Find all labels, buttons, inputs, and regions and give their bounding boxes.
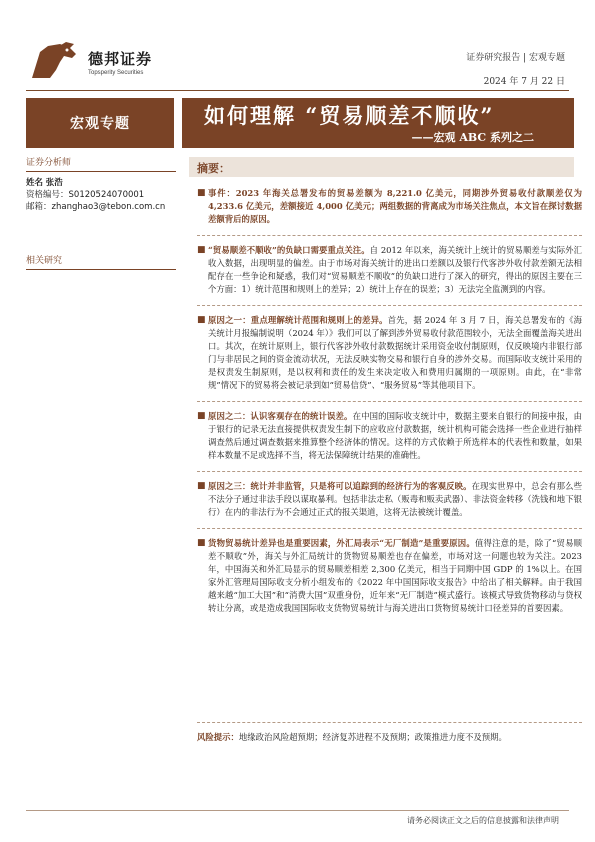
bullet-icon: ■ bbox=[197, 411, 206, 421]
bullet-icon: ■ bbox=[197, 538, 206, 548]
report-subtitle: ——宏观 ABC 系列之二 bbox=[411, 131, 534, 144]
brand-name-en: Topsperity Securities bbox=[88, 70, 144, 76]
summary-bullet bbox=[197, 471, 582, 519]
report-title: 如何理解 “贸易顺差不顺收” bbox=[204, 103, 495, 128]
summary-bullet bbox=[197, 235, 582, 296]
bullet-lead: 原因之三：统计并非监管，只是将可以追踪到的经济行为的客观反映。 bbox=[208, 481, 472, 491]
section-label: 宏观专题 bbox=[70, 116, 130, 132]
analyst-heading: 证券分析师 bbox=[26, 155, 176, 172]
report-type: 证券研究报告 | 宏观专题 bbox=[466, 53, 565, 63]
report-date: 2024 年 7 月 22 日 bbox=[483, 77, 565, 87]
header-divider bbox=[26, 90, 569, 91]
analyst-cert-label: 资格编号： bbox=[26, 190, 69, 200]
analyst-cert-line bbox=[26, 189, 176, 201]
bullet-body: 在中国的国际收支统计中，数据主要来自银行的间接申报，由于银行的记录无法直接提供权责发生制下的应收应付款数据，统计机构可能会选择一些企业进行抽样调查然后通过调查数据来推算整个经济体的情况。这样的方式依赖于所选样本的代表性和数量，如果样本数量不足或选择不当，将无法保障统计结果的准确性。 bbox=[208, 411, 583, 460]
bullet-body: 在现实世界中，总会有那么些不法分子通过非法手段以谋取暴利。包括非法走私（贩毒和贩卖武器）、非法资金转移（洗钱和地下银行）在内的非法行为不会通过正式的报关渠道，这将无法被统计覆盖。 bbox=[208, 481, 583, 517]
summary-bullet bbox=[197, 187, 582, 226]
summary-bullet bbox=[197, 401, 582, 462]
analyst-name-label: 姓名 bbox=[26, 178, 44, 188]
title-banner bbox=[182, 98, 574, 148]
bullet-lead: 事件：2023 年海关总署发布的贸易差额为 8,221.0 亿美元，同期涉外贸易收付款顺差仅为 4,233.6 亿美元，差额接近 4,000 亿美元；两组数据的背离成为市场关注焦点，本文旨在探讨数据差额背后的原因。 bbox=[208, 188, 582, 224]
bullet-lead: “贸易顺差不顺收”的负缺口需要重点关注。 bbox=[208, 245, 370, 255]
summary-heading: 摘要： bbox=[189, 157, 574, 177]
analyst-email-link[interactable]: zhanghao3@tebon.com.cn bbox=[51, 202, 166, 212]
bullet-icon: ■ bbox=[197, 481, 206, 491]
brand-name: 德邦证券 bbox=[88, 50, 153, 68]
brand-logo-text bbox=[88, 48, 152, 76]
analyst-panel bbox=[26, 155, 176, 213]
analyst-name: 张浩 bbox=[45, 178, 63, 188]
related-research-heading: 相关研究 bbox=[26, 253, 176, 270]
bullet-lead: 货物贸易统计差异也是重要因素，外汇局表示“无厂制造”是重要原因。 bbox=[208, 538, 475, 548]
footer-disclaimer: 请务必阅读正文之后的信息披露和法律声明 bbox=[407, 816, 559, 825]
risk-text: 地缘政治风险超预期；经济复苏进程不及预期；政策推进力度不及预期。 bbox=[238, 732, 507, 742]
bullet-body: 首先，据 2024 年 3 月 7 日，海关总署发布的《海关统计月报编制说明（2024 年）》我们可以了解到涉外贸易收付款范围较小，无法全面覆盖海关进出口。其次，在统计原则上，银行代客涉外收付款数据统计采用资金收付制原则，仅反映境内非银行部门与非居民之间的资金流动状况，无法反映实物交易和银行自身的涉外交易。而国际收支统计采用的是权责发生制原则，是以权利和责任的发生来决定收入和费用归属期的一项原则。由此，在“非常规”情况下的贸易将会被记录到如“贸易信贷”、“服务贸易”等其他项目下。 bbox=[208, 315, 582, 390]
bullet-body: 自 2012 年以来，海关统计上统计的贸易顺差与实际外汇收入数据，出现明显的偏差。由于市场对海关统计的进出口差额以及银行代客涉外收付款差额无法相配存在一些争论和疑惑，我们对“贸易顺差不顺收”的负缺口进行了深入的研究，得出的原因主要在三个方面：1）统计范围和规则上的差异；2）统计上存在的误差；3）无法完全监测到的内容。 bbox=[208, 245, 582, 294]
bullet-icon: ■ bbox=[197, 245, 206, 255]
bullet-icon: ■ bbox=[197, 315, 206, 325]
analyst-email-label: 邮箱： bbox=[26, 202, 52, 212]
tebon-logo-icon bbox=[26, 38, 86, 82]
summary-bullet bbox=[197, 305, 582, 392]
risk-label: 风险提示： bbox=[197, 732, 239, 742]
section-banner bbox=[26, 98, 174, 148]
bullet-body: 值得注意的是，除了“贸易顺差不顺收”外，海关与外汇局统计的货物贸易顺差也存在偏差，市场对这一问题也较为关注。2023 年，中国海关和外汇局显示的贸易顺差相差 2,300 亿美元，相当于同期中国 GDP 的 1%以上。在国家外汇管理局国际收支分析小组发布的《2022 年中国国际收支报告》中给出了相关解释。由于我国越来越“加工大国”和“消费大国”双重身份，近年来“无厂制造”模式盛行。该模式导致货物移动与贷权转让分离，或是造成我国国际收支货物贸易统计与海关进出口货物贸易统计口径差异的首要因素。 bbox=[208, 538, 583, 613]
analyst-name-line bbox=[26, 177, 176, 189]
bullet-lead: 原因之二：认识客观存在的统计误差。 bbox=[208, 411, 353, 421]
bullet-lead: 原因之一：重点理解统计范围和规则上的差异。 bbox=[208, 315, 388, 325]
risk-warning bbox=[197, 722, 582, 744]
bullet-icon: ■ bbox=[197, 188, 206, 198]
summary-bullet bbox=[197, 528, 582, 615]
footer-divider bbox=[26, 810, 569, 811]
summary-bullets bbox=[197, 187, 582, 624]
analyst-cert: S0120524070001 bbox=[68, 190, 145, 200]
analyst-email-line bbox=[26, 201, 176, 213]
